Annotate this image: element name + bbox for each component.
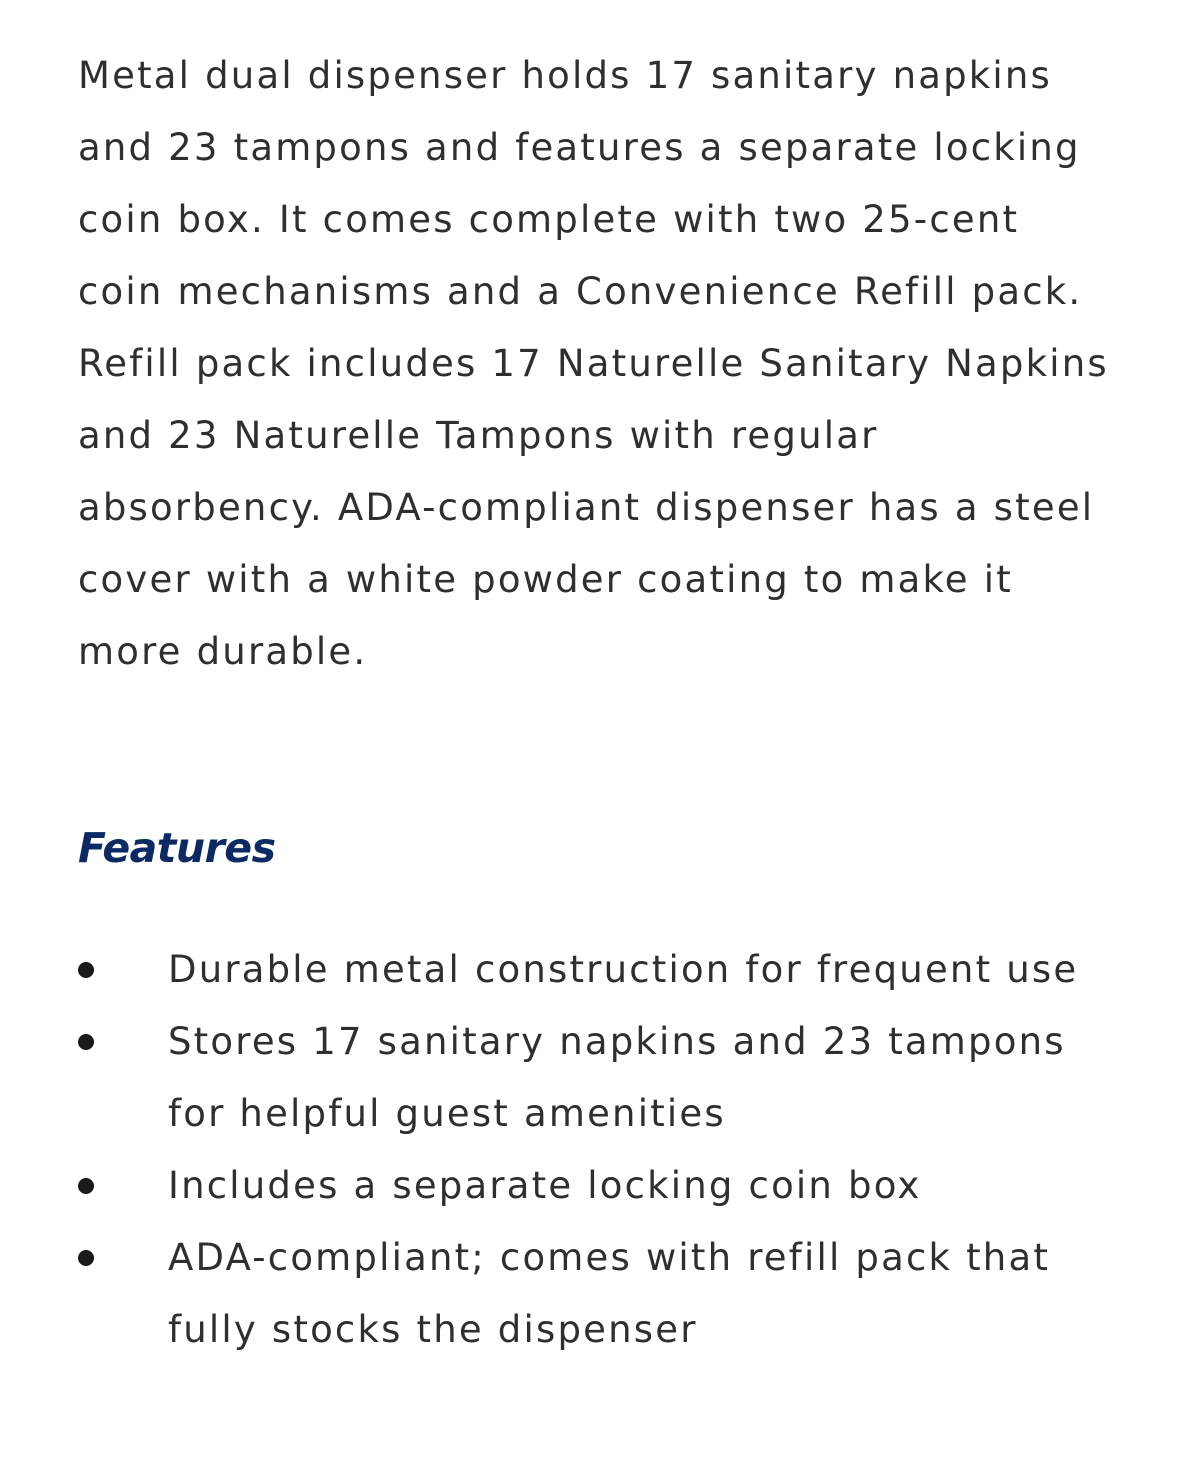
product-details — [78, 40, 1118, 1351]
feature-item — [78, 1150, 1118, 1222]
features-heading: Features — [78, 824, 276, 872]
feature-text: Includes a separate locking coin box — [168, 1164, 922, 1207]
feature-item — [78, 1006, 1118, 1150]
product-description: Metal dual dispenser holds 17 sanitary napkins and 23 tampons and features a separate locking coin box. It comes complete with two 25-cent coin mechanisms and a Convenience Refill pack. Refill pack includes 17 Naturelle Sanitary Napkins and 23 Naturelle Tampons with regular absorbency. ADA-compliant dispenser has a steel cover with a white powder coating to make it more durable. — [78, 54, 1109, 673]
bullet-icon — [78, 1034, 94, 1050]
feature-text: Stores 17 sanitary napkins and 23 tampons for helpful guest amenities — [168, 1020, 1066, 1135]
bullet-icon — [78, 1178, 94, 1194]
feature-item — [78, 934, 1118, 1006]
feature-item — [78, 1222, 1118, 1366]
bullet-icon — [78, 962, 94, 978]
feature-text: ADA-compliant; comes with refill pack that fully stocks the dispenser — [168, 1236, 1051, 1351]
features-list — [78, 934, 1118, 1366]
bullet-icon — [78, 1250, 94, 1266]
feature-text: Durable metal construction for frequent use — [168, 948, 1079, 991]
